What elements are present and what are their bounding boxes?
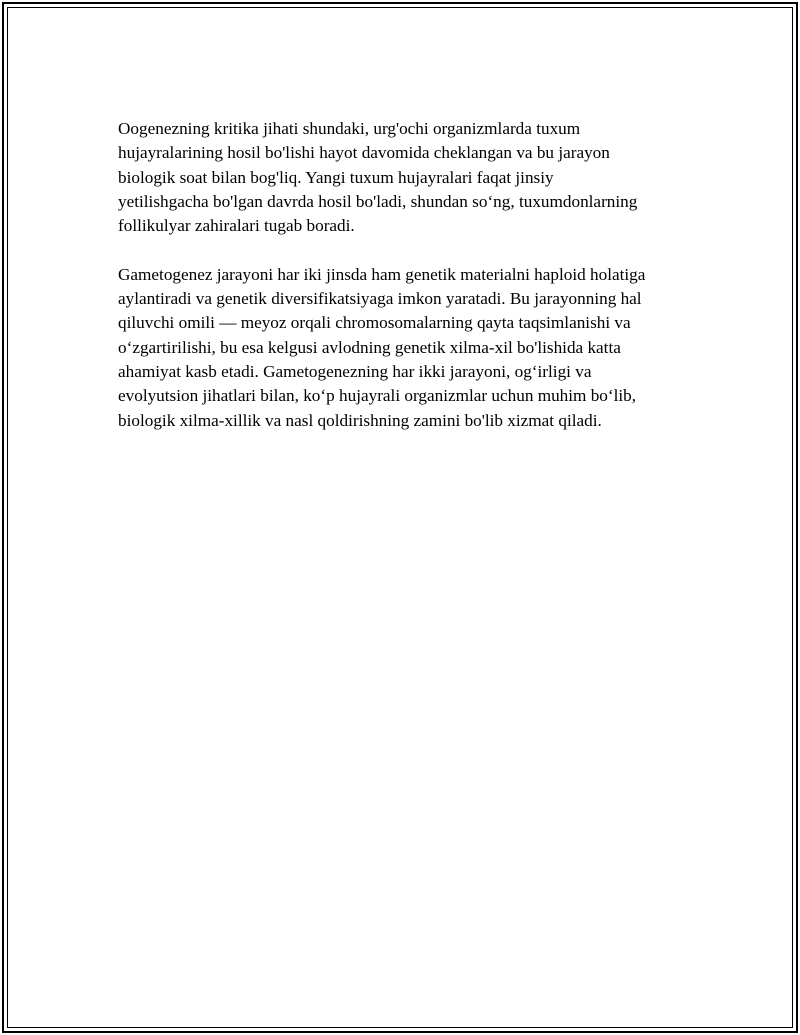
text-line: yetilishgacha bo'lgan davrda hosil bo'ladi, shundan so‘ng, tuxumdonlarning — [118, 191, 638, 211]
text-line: o‘zgartirilishi, bu esa kelgusi avlodning genetik xilma-xil bo'lishida katta — [118, 337, 621, 357]
text-line: ahamiyat kasb etadi. Gametogenezning har ikki jarayoni, og‘irligi va — [118, 361, 592, 381]
text-line: biologik soat bilan bog'liq. Yangi tuxum hujayralari faqat jinsiy — [118, 167, 554, 187]
text-line: hujayralarining hosil bo'lishi hayot davomida cheklangan va bu jarayon — [118, 143, 610, 163]
paragraph-oogenesis — [118, 117, 683, 238]
text-line: aylantiradi va genetik diversifikatsiyaga imkon yaratadi. Bu jarayonning hal — [118, 289, 642, 309]
document-body — [118, 117, 683, 457]
text-line: qiluvchi omili — meyoz orqali chromosomalarning qayta taqsimlanishi va — [118, 313, 631, 333]
text-line: follikulyar zahiralari tugab boradi. — [118, 216, 355, 236]
text-line: Gametogenez jarayoni har iki jinsda ham genetik materialni haploid holatiga — [118, 264, 646, 284]
text-line: Oogenezning kritika jihati shundaki, urg'ochi organizmlarda tuxum — [118, 119, 581, 138]
paragraph-gametogenesis — [118, 263, 683, 433]
text-line: biologik xilma-xillik va nasl qoldirishning zamini bo'lib xizmat qiladi. — [118, 410, 602, 430]
text-line: evolyutsion jihatlari bilan, ko‘p hujayrali organizmlar uchun muhim bo‘lib, — [118, 386, 637, 406]
